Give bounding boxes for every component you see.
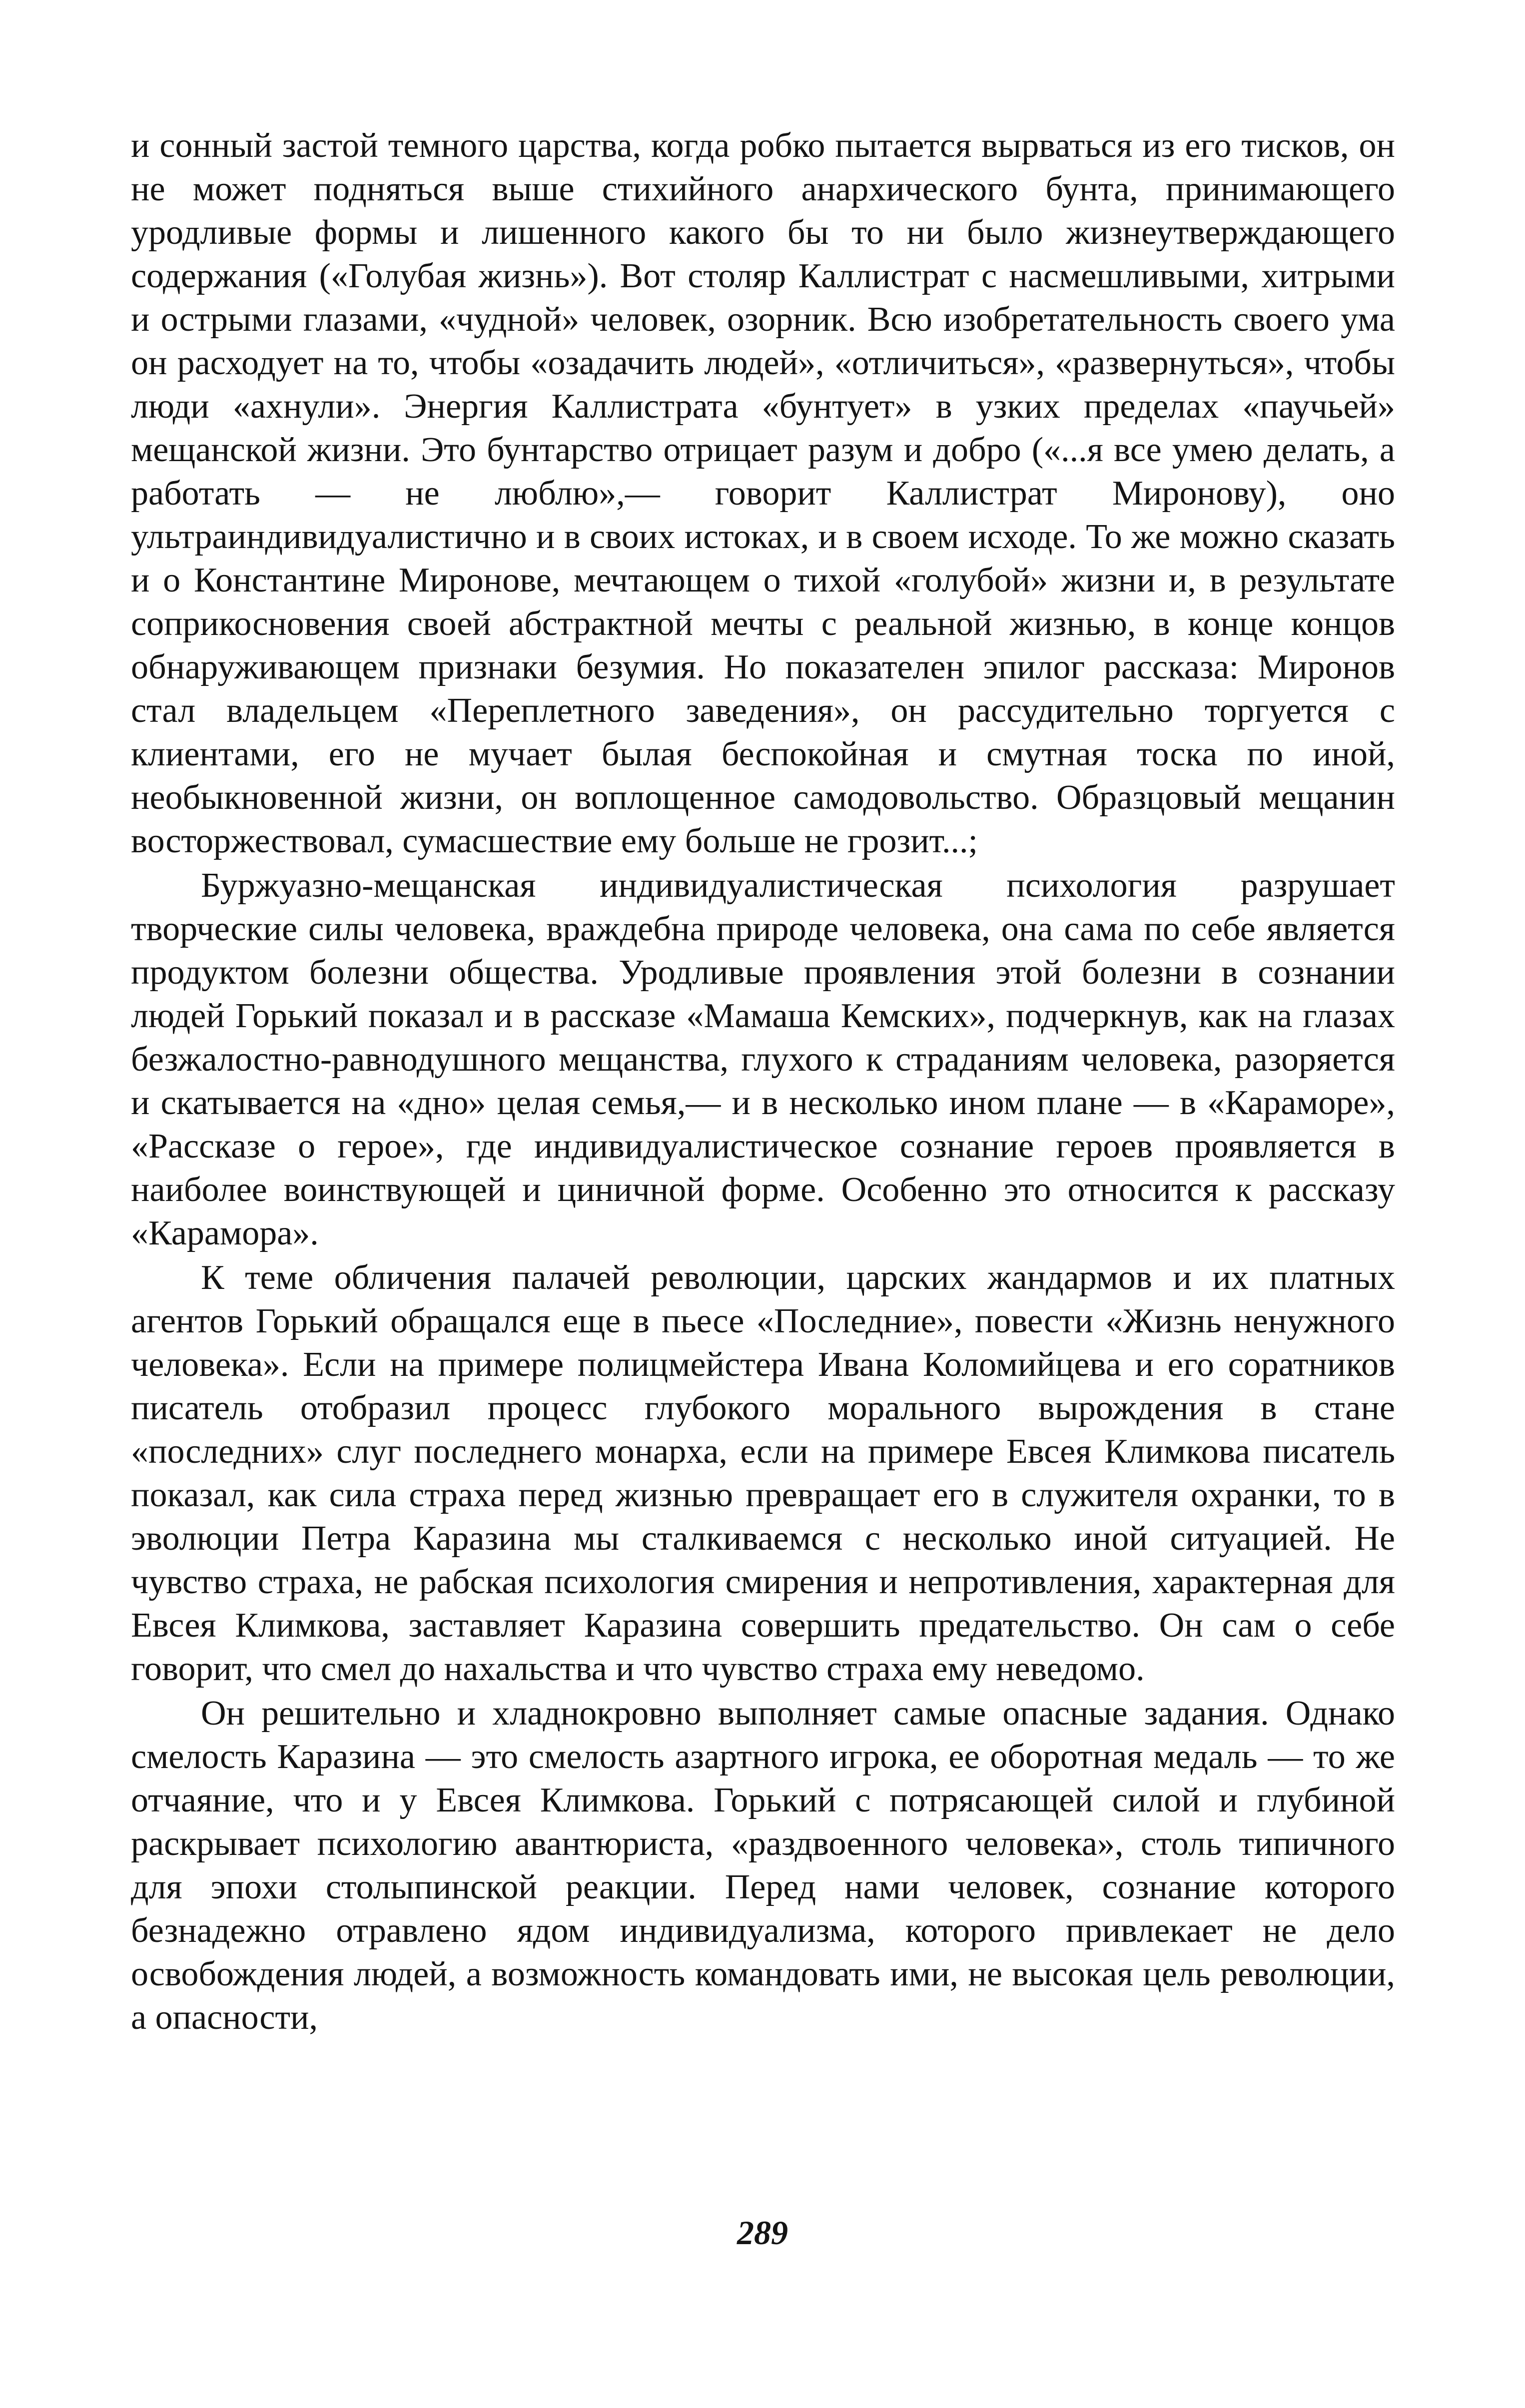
paragraph-3: К теме обличения палачей революции, царских жандармов и их платных агентов Горький обращался еще в пьесе «Последние», повести «Жизнь ненужного человека». Если на примере полицмейстера Ивана Коломийцева и его соратников писатель отобразил процесс глубокого морального вырождения в стане «последних» слуг последнего монарха, если на примере Евсея Климкова писатель показал, как сила страха перед жизнью превращает его в служителя охранки, то в эволюции Петра Каразина мы сталкиваемся с несколько иной ситуацией. Не чувство страха, не рабская психология смирения и непротивления, характерная для Евсея Климкова, заставляет Каразина совершить предательство. Он сам о себе говорит, что смел до нахальства и что чувство страха ему неведомо. <box>131 1258 1395 1688</box>
body-text <box>131 124 1395 2039</box>
paragraph-2: Буржуазно-мещанская индивидуалистическая психология разрушает творческие силы человека, враждебна природе человека, она сама по себе является продуктом болезни общества. Уродливые проявления этой болезни в сознании людей Горький показал и в рассказе «Мамаша Кемских», подчеркнув, как на глазах безжалостно-равнодушного мещанства, глухого к страданиям человека, разоряется и скатывается на «дно» целая семья,— и в несколько ином плане — в «Караморе», «Рассказе о герое», где индивидуалистическое сознание героев проявляется в наиболее воинствующей и циничной форме. Особенно это относится к рассказу «Карамора». <box>131 866 1395 1252</box>
paragraph-1: и сонный застой темного царства, когда робко пытается вырваться из его тисков, он не может подняться выше стихийного анархического бунта, принимающего уродливые формы и лишенного какого бы то ни было жизнеутверждающего содержания («Голубая жизнь»). Вот столяр Каллистрат с насмешливыми, хитрыми и острыми глазами, «чудной» человек, озорник. Всю изобретательность своего ума он расходует на то, чтобы «озадачить людей», «отличиться», «развернуться», чтобы люди «ахнули». Энергия Каллистрата «бунтует» в узких пределах «паучьей» мещанской жизни. Это бунтарство отрицает разум и добро («...я все умею делать, а работать — не люблю»,— говорит Каллистрат Миронову), оно ультраиндивидуалистично и в своих истоках, и в своем исходе. То же можно сказать и о Константине Миронове, мечтающем о тихой «голубой» жизни и, в результате соприкосновения своей абстрактной мечты с реальной жизнью, в конце концов обнаруживающем признаки безумия. Но показателен эпилог рассказа: Миронов стал владельцем «Переплетного заведения», он рассудительно торгуется с клиентами, его не мучает былая беспокойная и смутная тоска по иной, необыкновенной жизни, он воплощенное самодовольство. Образцовый мещанин восторжествовал, сумасшествие ему больше не грозит...; <box>131 126 1395 860</box>
page-number: 289 <box>737 2214 788 2252</box>
paragraph-4: Он решительно и хладнокровно выполняет самые опасные задания. Однако смелость Каразина — это смелость азартного игрока, ее оборотная медаль — то же отчаяние, что и у Евсея Климкова. Горький с потрясающей силой и глубиной раскрывает психологию авантюриста, «раздвоенного человека», столь типичного для эпохи столыпинской реакции. Перед нами человек, сознание которого безнадежно отравлено ядом индивидуализма, которого привлекает не дело освобождения людей, а возможность командовать ими, не высокая цель революции, а опасности, <box>131 1694 1395 2037</box>
